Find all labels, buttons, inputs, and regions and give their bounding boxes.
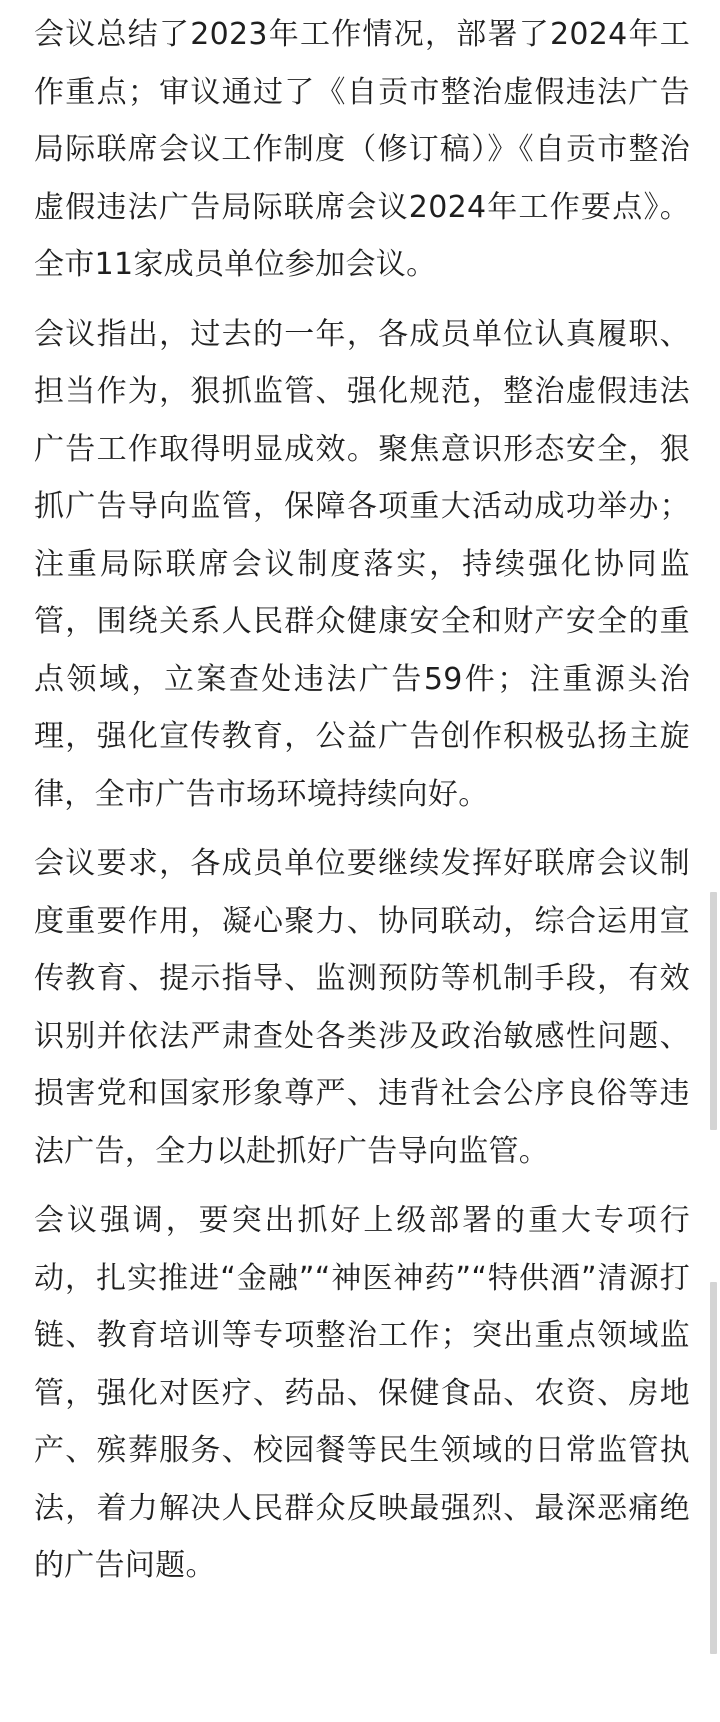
- paragraph-meeting-pointed-out: 会议指出，过去的一年，各成员单位认真履职、担当作为，狠抓监管、强化规范，整治虚假违法广告工作取得明显成效。聚焦意识形态安全，狠抓广告导向监管，保障各项重大活动成功举办；注重局际联席会议制度落实，持续强化协同监管，围绕关系人民群众健康安全和财产安全的重点领域，立案查处违法广告59件；注重源头治理，强化宣传教育，公益广告创作积极弘扬主旋律，全市广告市场环境持续向好。: [34, 316, 690, 812]
- scrollbar[interactable]: [706, 0, 720, 1722]
- paragraph-meeting-emphasis: 会议强调，要突出抓好上级部署的重大专项行动，扎实推进“金融”“神医神药”“特供酒”清源打链、教育培训等专项整治工作；突出重点领域监管，强化对医疗、药品、保健食品、农资、房地产、殡葬服务、校园餐等民生领域的日常监管执法，着力解决人民群众反映最强烈、最深恶痛绝的广告问题。: [34, 1203, 690, 1583]
- article-body: [34, 6, 690, 1607]
- scrollbar-thumb[interactable]: [710, 1282, 717, 1654]
- paragraph-meeting-summary: 会议总结了2023年工作情况，部署了2024年工作重点；审议通过了《自贡市整治虚假违法广告局际联席会议工作制度（修订稿）》《自贡市整治虚假违法广告局际联席会议2024年工作要点》。全市11家成员单位参加会议。: [34, 17, 690, 282]
- paragraph-meeting-requirements: 会议要求，各成员单位要继续发挥好联席会议制度重要作用，凝心聚力、协同联动，综合运用宣传教育、提示指导、监测预防等机制手段，有效识别并依法严肃查处各类涉及政治敏感性问题、损害党和国家形象尊严、违背社会公序良俗等违法广告，全力以赴抓好广告导向监管。: [34, 846, 690, 1169]
- scrollbar-thumb[interactable]: [710, 892, 717, 1130]
